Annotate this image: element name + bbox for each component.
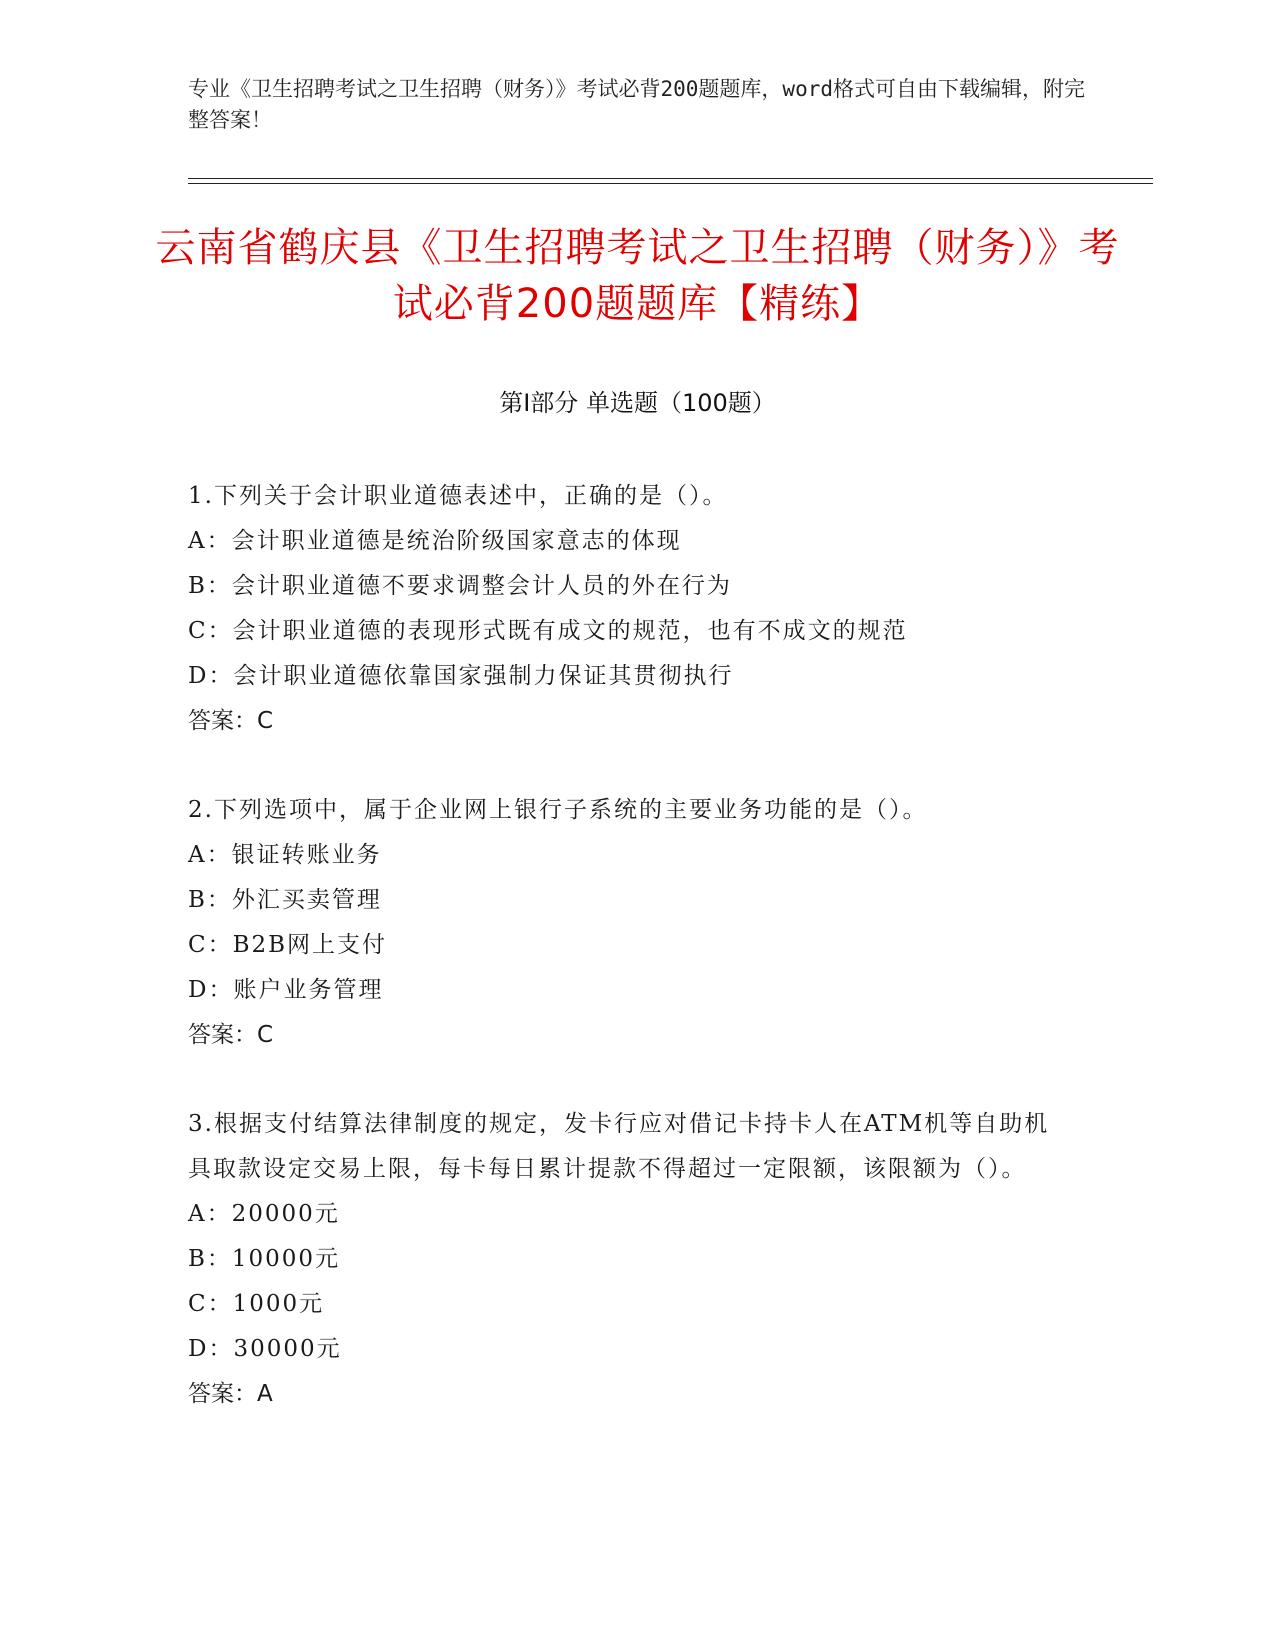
option-a: A：20000元 <box>188 1201 340 1227</box>
header-divider-top <box>188 178 1153 179</box>
question-3 <box>188 1102 1068 1417</box>
option-b: B：外汇买卖管理 <box>188 887 382 913</box>
option-b: B：会计职业道德不要求调整会计人员的外在行为 <box>188 573 732 599</box>
header-note: 专业《卫生招聘考试之卫生招聘（财务）》考试必背200题题库，word格式可自由下载编辑，附完整答案！ <box>188 77 1085 132</box>
question-list <box>188 474 1068 1461</box>
option-c: C：B2B网上支付 <box>188 932 388 958</box>
header-divider-bottom <box>188 183 1153 184</box>
document-title: 云南省鹤庆县《卫生招聘考试之卫生招聘（财务）》考试必背200题题库【精练】 <box>155 225 1120 327</box>
answer-line: 答案：A <box>188 1381 273 1407</box>
option-a: A：会计职业道德是统治阶级国家意志的体现 <box>188 528 682 554</box>
question-stem: 2.下列选项中，属于企业网上银行子系统的主要业务功能的是（）。 <box>188 797 928 823</box>
section-heading: 第I部分 单选题（100题） <box>499 389 776 417</box>
question-stem: 3.根据支付结算法律制度的规定，发卡行应对借记卡持卡人在ATM机等自助机具取款设定交易上限，每卡每日累计提款不得超过一定限额，该限额为（）。 <box>188 1111 1050 1182</box>
option-d: D：30000元 <box>188 1336 342 1362</box>
answer-line: 答案：C <box>188 708 274 734</box>
question-1 <box>188 474 1068 744</box>
question-2 <box>188 788 1068 1058</box>
option-a: A：银证转账业务 <box>188 842 382 868</box>
option-c: C：1000元 <box>188 1291 325 1317</box>
option-c: C：会计职业道德的表现形式既有成文的规范，也有不成文的规范 <box>188 618 908 644</box>
question-stem: 1.下列关于会计职业道德表述中，正确的是（）。 <box>188 483 728 509</box>
option-d: D：账户业务管理 <box>188 977 384 1003</box>
option-b: B：10000元 <box>188 1246 341 1272</box>
option-d: D：会计职业道德依靠国家强制力保证其贯彻执行 <box>188 663 734 689</box>
answer-line: 答案：C <box>188 1022 274 1048</box>
